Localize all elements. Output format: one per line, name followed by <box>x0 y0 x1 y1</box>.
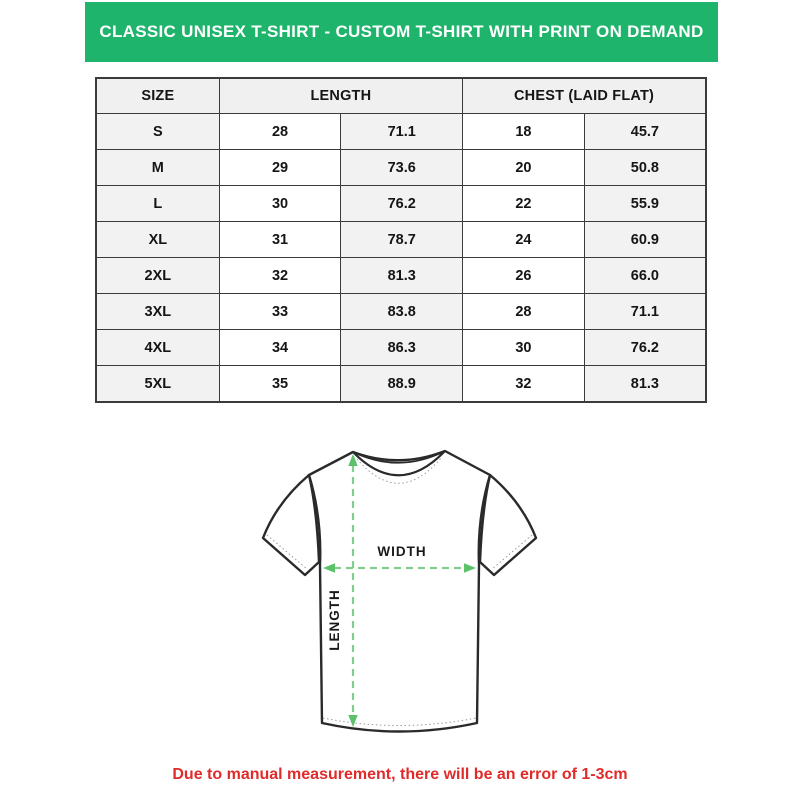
cell-size: XL <box>96 222 219 258</box>
cell-chest-cm: 55.9 <box>584 186 706 222</box>
cell-length-in: 33 <box>219 294 341 330</box>
cell-length-cm: 73.6 <box>341 150 463 186</box>
measurement-disclaimer: Due to manual measurement, there will be an error of 1-3cm <box>172 766 628 783</box>
tshirt-right-sleeve <box>480 475 536 575</box>
cell-size: L <box>96 186 219 222</box>
cell-length-in: 31 <box>219 222 341 258</box>
cell-length-in: 28 <box>219 114 341 150</box>
cell-chest-in: 28 <box>463 294 585 330</box>
title-banner <box>85 2 718 62</box>
table-row <box>96 186 706 222</box>
tshirt-left-sleeve <box>263 475 319 575</box>
width-label: WIDTH <box>377 544 427 559</box>
cell-size: 4XL <box>96 330 219 366</box>
cell-size: 2XL <box>96 258 219 294</box>
cell-chest-in: 30 <box>463 330 585 366</box>
cell-chest-cm: 50.8 <box>584 150 706 186</box>
size-chart-table <box>95 77 707 403</box>
size-table-body <box>96 114 706 403</box>
cell-size: 3XL <box>96 294 219 330</box>
table-row <box>96 222 706 258</box>
table-row <box>96 114 706 150</box>
cell-length-cm: 88.9 <box>341 366 463 403</box>
column-header-length: LENGTH <box>219 78 462 114</box>
cell-size: M <box>96 150 219 186</box>
cell-chest-cm: 71.1 <box>584 294 706 330</box>
cell-length-cm: 76.2 <box>341 186 463 222</box>
page-title: CLASSIC UNISEX T-SHIRT - CUSTOM T-SHIRT WITH PRINT ON DEMAND <box>99 22 704 41</box>
header-row <box>96 78 706 114</box>
cell-length-cm: 81.3 <box>341 258 463 294</box>
cell-length-cm: 78.7 <box>341 222 463 258</box>
cell-chest-cm: 66.0 <box>584 258 706 294</box>
cell-length-cm: 83.8 <box>341 294 463 330</box>
cell-chest-in: 22 <box>463 186 585 222</box>
table-row <box>96 258 706 294</box>
table-row <box>96 294 706 330</box>
cell-chest-in: 18 <box>463 114 585 150</box>
table-row <box>96 366 706 403</box>
cell-length-cm: 86.3 <box>341 330 463 366</box>
cell-length-cm: 71.1 <box>341 114 463 150</box>
column-header-chest: CHEST (LAID FLAT) <box>463 78 706 114</box>
column-header-size: SIZE <box>96 78 219 114</box>
cell-size: 5XL <box>96 366 219 403</box>
cell-chest-cm: 60.9 <box>584 222 706 258</box>
cell-chest-in: 24 <box>463 222 585 258</box>
cell-size: S <box>96 114 219 150</box>
cell-length-in: 34 <box>219 330 341 366</box>
cell-chest-in: 32 <box>463 366 585 403</box>
cell-chest-in: 26 <box>463 258 585 294</box>
cell-length-in: 29 <box>219 150 341 186</box>
tshirt-diagram <box>255 440 545 740</box>
table-row <box>96 150 706 186</box>
cell-chest-cm: 76.2 <box>584 330 706 366</box>
cell-chest-cm: 81.3 <box>584 366 706 403</box>
cell-length-in: 35 <box>219 366 341 403</box>
length-label: LENGTH <box>327 589 342 651</box>
cell-chest-in: 20 <box>463 150 585 186</box>
cell-length-in: 32 <box>219 258 341 294</box>
table-row <box>96 330 706 366</box>
cell-length-in: 30 <box>219 186 341 222</box>
cell-chest-cm: 45.7 <box>584 114 706 150</box>
